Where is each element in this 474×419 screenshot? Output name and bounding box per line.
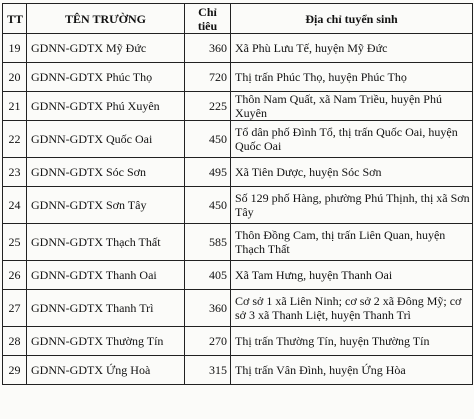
- address: Tổ dân phố Đình Tổ, thị trấn Quốc Oai, huyện Quốc Oai: [231, 121, 473, 158]
- address: Thị trấn Thường Tín, huyện Thường Tín: [231, 327, 473, 356]
- table-row: [3, 356, 473, 385]
- row-number: 23: [3, 158, 27, 187]
- table-row: [3, 34, 473, 63]
- school-name: GDNN-GDTX Thạch Thất: [27, 224, 185, 261]
- school-name: GDNN-GDTX Sóc Sơn: [27, 158, 185, 187]
- row-number: 24: [3, 187, 27, 224]
- row-number: 19: [3, 34, 27, 63]
- school-name: GDNN-GDTX Phúc Thọ: [27, 63, 185, 92]
- row-number: 20: [3, 63, 27, 92]
- address: Xã Phù Lưu Tế, huyện Mỹ Đức: [231, 34, 473, 63]
- table-row: [3, 290, 473, 327]
- row-number: 26: [3, 261, 27, 290]
- school-name: GDNN-GDTX Sơn Tây: [27, 187, 185, 224]
- address: Xã Tiên Dược, huyện Sóc Sơn: [231, 158, 473, 187]
- row-number: 25: [3, 224, 27, 261]
- address: Số 129 phố Hàng, phường Phú Thịnh, thị xã Sơn Tây: [231, 187, 473, 224]
- quota-value: 270: [185, 327, 231, 356]
- quota-value: 450: [185, 187, 231, 224]
- table-row: [3, 158, 473, 187]
- quota-value: 225: [185, 92, 231, 121]
- quota-value: 585: [185, 224, 231, 261]
- address: Thị trấn Phúc Thọ, huyện Phúc Thọ: [231, 63, 473, 92]
- quota-value: 450: [185, 121, 231, 158]
- table-row: [3, 121, 473, 158]
- quota-value: 720: [185, 63, 231, 92]
- table-row: [3, 327, 473, 356]
- address: Cơ sở 1 xã Liên Ninh; cơ sở 2 xã Đông Mỹ; cơ sở 3 xã Thanh Liệt, huyện Thanh Trì: [231, 290, 473, 327]
- address: Thôn Nam Quất, xã Nam Triều, huyện Phú Xuyên: [231, 92, 473, 121]
- row-number: 29: [3, 356, 27, 385]
- school-quota-table: [2, 3, 473, 385]
- school-name: GDNN-GDTX Thanh Oai: [27, 261, 185, 290]
- header-address: Địa chỉ tuyển sinh: [231, 4, 473, 34]
- school-name: GDNN-GDTX Thường Tín: [27, 327, 185, 356]
- table-row: [3, 63, 473, 92]
- school-name: GDNN-GDTX Mỹ Đức: [27, 34, 185, 63]
- quota-value: 405: [185, 261, 231, 290]
- header-quota: Chỉ tiêu: [185, 4, 231, 34]
- table-header-row: [3, 4, 473, 34]
- table-row: [3, 92, 473, 121]
- school-name: GDNN-GDTX Phú Xuyên: [27, 92, 185, 121]
- quota-value: 360: [185, 34, 231, 63]
- row-number: 28: [3, 327, 27, 356]
- quota-value: 360: [185, 290, 231, 327]
- table-row: [3, 261, 473, 290]
- address: Thị trấn Vân Đình, huyện Ứng Hòa: [231, 356, 473, 385]
- table-row: [3, 224, 473, 261]
- quota-value: 495: [185, 158, 231, 187]
- row-number: 22: [3, 121, 27, 158]
- school-name: GDNN-GDTX Thanh Trì: [27, 290, 185, 327]
- row-number: 21: [3, 92, 27, 121]
- address: Thôn Đồng Cam, thị trấn Liên Quan, huyện Thạch Thất: [231, 224, 473, 261]
- quota-value: 315: [185, 356, 231, 385]
- table-row: [3, 187, 473, 224]
- row-number: 27: [3, 290, 27, 327]
- header-tt: TT: [3, 4, 27, 34]
- header-school-name: TÊN TRƯỜNG: [27, 4, 185, 34]
- school-name: GDNN-GDTX Ứng Hoà: [27, 356, 185, 385]
- address: Xã Tam Hưng, huyện Thanh Oai: [231, 261, 473, 290]
- school-name: GDNN-GDTX Quốc Oai: [27, 121, 185, 158]
